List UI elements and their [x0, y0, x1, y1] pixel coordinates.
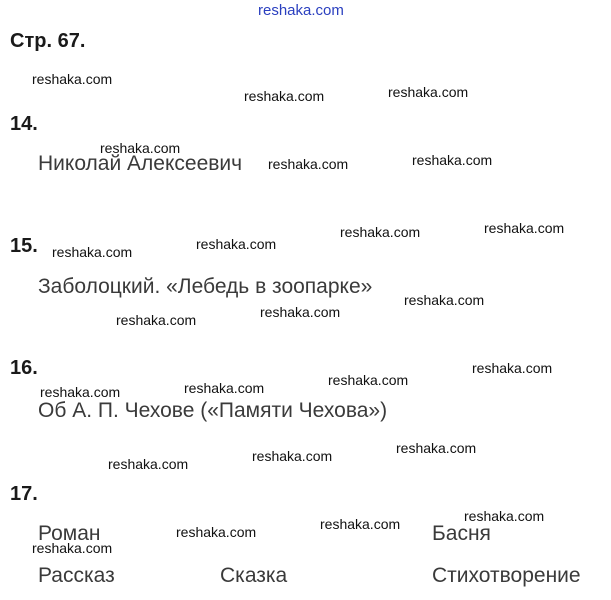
watermark: reshaka.com	[388, 84, 469, 100]
answer-text: Заболоцкий. «Лебедь в зоопарке»	[38, 275, 373, 298]
watermark: reshaka.com	[32, 540, 113, 556]
watermark: reshaka.com	[472, 360, 553, 376]
watermark: reshaka.com	[260, 304, 341, 320]
answer-text: Николай Алексеевич	[38, 152, 243, 175]
watermark: reshaka.com	[328, 372, 409, 388]
watermark: reshaka.com	[196, 236, 277, 252]
watermark: reshaka.com	[116, 312, 197, 328]
watermark: reshaka.com	[244, 88, 325, 104]
answer-text: Об А. П. Чехове («Памяти Чехова»)	[38, 399, 388, 422]
watermark: reshaka.com	[396, 440, 477, 456]
watermark: reshaka.com	[412, 152, 493, 168]
watermark: reshaka.com	[52, 244, 133, 260]
watermark: reshaka.com	[100, 140, 181, 156]
watermark: reshaka.com	[32, 71, 113, 87]
page-label: Стр. 67.	[10, 30, 86, 52]
watermark: reshaka.com	[484, 220, 565, 236]
watermark: reshaka.com	[320, 516, 401, 532]
question-number: 16.	[10, 357, 38, 379]
watermark: reshaka.com	[404, 292, 485, 308]
option-skazka: Сказка	[220, 564, 288, 587]
watermark: reshaka.com	[108, 456, 189, 472]
watermark: reshaka.com	[40, 384, 121, 400]
site-header[interactable]: reshaka.com	[258, 2, 344, 19]
watermark: reshaka.com	[268, 156, 349, 172]
question-number: 15.	[10, 235, 38, 257]
option-rasskaz: Рассказ	[38, 564, 115, 587]
question-number: 17.	[10, 483, 38, 505]
watermark: reshaka.com	[340, 224, 421, 240]
option-roman: Роман	[38, 522, 101, 545]
watermark: reshaka.com	[184, 380, 265, 396]
watermark: reshaka.com	[252, 448, 333, 464]
option-basnya: Басня	[432, 522, 491, 545]
option-stikhotvorenie: Стихотворение	[432, 564, 581, 587]
watermark: reshaka.com	[176, 524, 257, 540]
watermark: reshaka.com	[464, 508, 545, 524]
question-number: 14.	[10, 113, 38, 135]
